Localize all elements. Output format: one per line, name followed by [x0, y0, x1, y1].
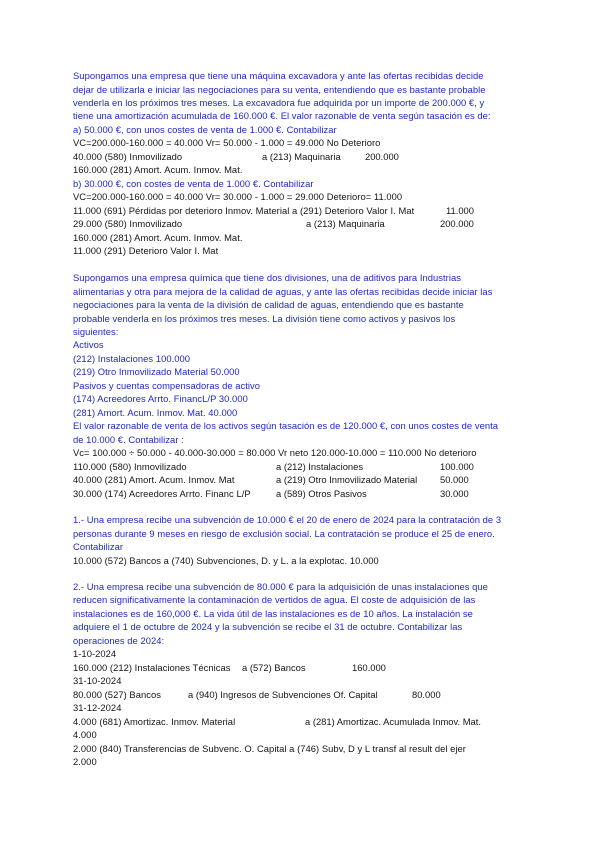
entry-credit-account: a (219) Otro Inmovilizado Material [276, 474, 418, 485]
text-line: 30.000 (174) Acreedores Arrto. Financ L/P [73, 488, 251, 499]
text-line: (174) Acreedores Arrto. FinancL/P 30.000 [73, 393, 248, 404]
entry-credit-account: a (212) Instalaciones [276, 461, 364, 472]
text-line: 31-12-2024 [73, 702, 122, 713]
text-line: 29.000 (580) Inmovilizado [73, 218, 183, 229]
entry-credit-account: a (213) Maquinaria [262, 151, 341, 162]
entry-credit-amount: 100.000 [440, 461, 474, 472]
text-line: 2.- Una empresa recibe una subvención de 80.000 € para la adquisición de unas instalaciones que [73, 581, 488, 592]
entry-credit-amount: 30.000 [440, 488, 469, 499]
text-line: adquiere el 1 de octubre de 2024 y la subvención se recibe el 31 de octubre. Contabilizar las [73, 621, 463, 632]
text-line: instalaciones es de 160,000 €. La vida útil de las instalaciones es de 10 años. La instalación se [73, 608, 473, 619]
text-line: negociaciones para la venta de la división de calidad de aguas, entendiendo que es bastante [73, 299, 464, 310]
entry-credit-account: a (281) Amortizac. Acumulada Inmov. Mat. [305, 716, 481, 727]
text-line: de 10.000 €. Contabilizar : [73, 434, 184, 445]
text-line: Activos [73, 339, 104, 350]
text-line: 10.000 (572) Bancos a (740) Subvenciones, D. y L. a la explotac. 10.000 [73, 555, 379, 566]
text-line: siguientes: [73, 326, 119, 337]
text-line: b) 30.000 €, con costes de venta de 1.000 €. Contabilizar [73, 178, 314, 189]
entry-credit-account: a (589) Otros Pasivos [276, 488, 367, 499]
text-line: (219) Otro Inmovilizado Material 50.000 [73, 366, 240, 377]
text-line: 2.000 [73, 756, 97, 767]
text-line: VC=200.000-160.000 = 40.000 Vr= 50.000 - 1.000 = 49.000 No Deterioro [73, 137, 381, 148]
text-line: Contabilizar [73, 541, 124, 552]
text-line: 2.000 (840) Transferencias de Subvenc. O. Capital a (746) Subv, D y L transf al result del ejer [73, 743, 466, 754]
text-line: El valor razonable de venta de los activos según tasación es de 120.000 €, con unos costes de venta [73, 420, 499, 431]
text-line: tiene una amortización acumulada de 160.000 €. El valor razonable de venta según tasación es de: [73, 110, 491, 121]
text-line: 160.000 (281) Amort. Acum. Inmov. Mat. [73, 232, 243, 243]
text-line: 11.000 (691) Pérdidas por deterioro Inmov. Material a (291) Deterioro Valor I. Mat [73, 205, 415, 216]
entry-credit-amount: 200.000 [440, 218, 474, 229]
text-line: 1-10-2024 [73, 648, 117, 659]
text-line: (281) Amort. Acum. Inmov. Mat. 40.000 [73, 407, 238, 418]
entry-credit-amount: 11.000 [446, 205, 474, 216]
text-line: 1.- Una empresa recibe una subvención de 10.000 € el 20 de enero de 2024 para la contratación de 3 [73, 514, 502, 525]
entry-credit-account: a (213) Maquinaria [306, 218, 385, 229]
text-line: operaciones de 2024: [73, 635, 165, 646]
text-line: a) 50.000 €, con unos costes de venta de 1.000 €. Contabilizar [73, 124, 337, 135]
text-line: probable venderla en los próximos tres meses. La división tiene como activos y pasivos los [73, 313, 456, 324]
text-line: 80.000 (527) Bancos [73, 689, 161, 700]
text-line: dejar de utilizarla e iniciar las negociaciones para su venta, entendiendo que es bastante probable [73, 84, 486, 95]
text-line: 31-10-2024 [73, 675, 122, 686]
text-line: Supongamos una empresa química que tiene dos divisiones, una de aditivos para Industrias [73, 272, 461, 283]
text-line: VC=200.000-160.000 = 40.000 Vr= 30.000 - 1.000 = 29.000 Deterioro= 11.000 [73, 191, 403, 202]
text-line: 40.000 (281) Amort. Acum. Inmov. Mat [73, 474, 235, 485]
text-line: alimentarias y otra para mejora de la calidad de aguas, y ante las ofertas recibidas decide iniciar las [73, 286, 493, 297]
text-line: (212) Instalaciones 100.000 [73, 353, 191, 364]
text-line: reducen significativamente la contaminación de vertidos de agua. El coste de adquisición de las [73, 594, 476, 605]
text-line: personas durante 9 meses en riesgo de exclusión social. La contratación se produce el 25 de enero. [73, 528, 495, 539]
entry-credit-amount: 160.000 [352, 662, 386, 673]
text-line: 4.000 [73, 729, 97, 740]
text-line: 160.000 (281) Amort. Acum. Inmov. Mat. [73, 164, 243, 175]
text-line: 11.000 (291) Deterioro Valor I. Mat [73, 245, 219, 256]
entry-credit-amount: 80.000 [412, 689, 441, 700]
entry-credit-account: a (940) Ingresos de Subvenciones Of. Capital [188, 689, 378, 700]
text-line: 4.000 (681) Amortizac. Inmov. Material [73, 716, 236, 727]
text-line: venderla en los próximos tres meses. La excavadora fue adquirida por un importe de 200.000 €, y [73, 97, 485, 108]
text-line: Vc= 100.000 ÷ 50.000 - 40.000-30.000 = 80.000 Vr neto 120.000-10.000 = 110.000 No deterioro [73, 447, 477, 458]
text-line: 110.000 (580) Inmovilizado [73, 461, 187, 472]
text-line: 160.000 (212) Instalaciones Técnicas [73, 662, 231, 673]
entry-credit-amount: 200.000 [365, 151, 399, 162]
entry-credit-account: a (572) Bancos [242, 662, 306, 673]
entry-credit-amount: 50.000 [440, 474, 469, 485]
text-line: Pasivos y cuentas compensadoras de activo [73, 380, 261, 391]
text-line: 40.000 (580) Inmovilizado [73, 151, 183, 162]
text-line: Supongamos una empresa que tiene una máquina excavadora y ante las ofertas recibidas decide [73, 70, 484, 81]
